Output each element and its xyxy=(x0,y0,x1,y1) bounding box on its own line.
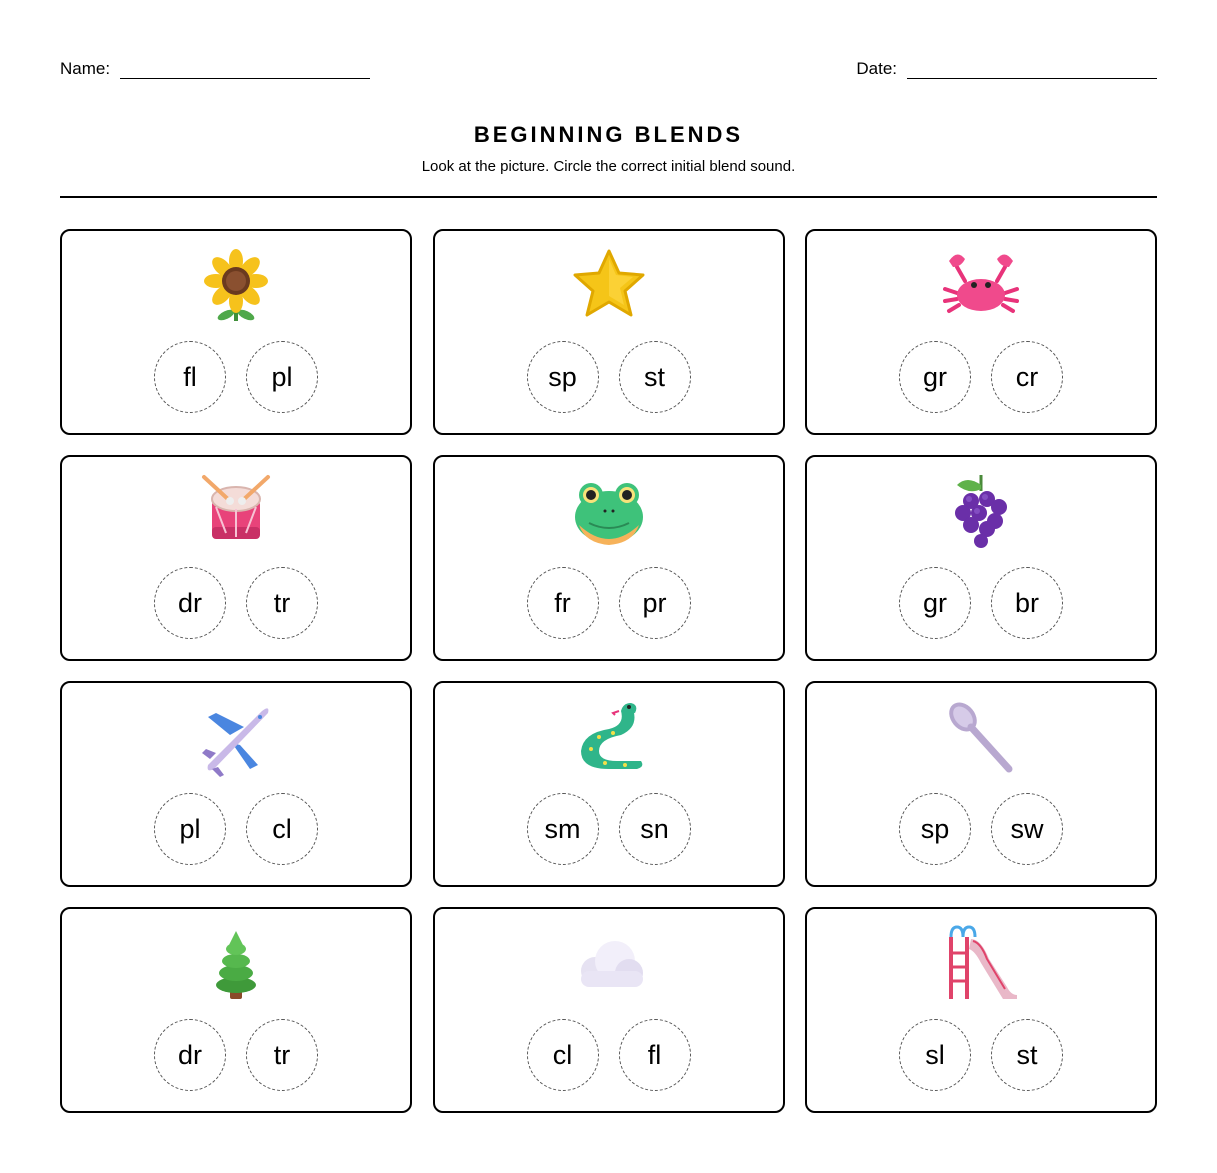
worksheet-instructions: Look at the picture. Circle the correct initial blend sound. xyxy=(421,158,796,175)
choice-circle[interactable]: st xyxy=(619,341,691,413)
card-airplane xyxy=(60,681,412,887)
choice-circle[interactable]: dr xyxy=(154,1019,226,1091)
choice-circle[interactable]: cl xyxy=(246,793,318,865)
choice-group xyxy=(62,1019,410,1091)
card-spoon xyxy=(805,681,1157,887)
name-label: Name: xyxy=(60,59,111,78)
choice-circle[interactable]: sp xyxy=(527,341,599,413)
airplane-icon xyxy=(196,697,276,777)
choice-circle[interactable]: fl xyxy=(619,1019,691,1091)
snake-icon xyxy=(569,697,649,777)
date-field xyxy=(856,58,1157,79)
card-slide xyxy=(805,907,1157,1113)
choice-circle[interactable]: sn xyxy=(619,793,691,865)
choice-group xyxy=(807,341,1155,413)
date-label: Date: xyxy=(856,59,897,78)
card-cloud xyxy=(433,907,785,1113)
date-line[interactable] xyxy=(907,58,1157,79)
choice-circle[interactable]: pl xyxy=(246,341,318,413)
choice-circle[interactable]: tr xyxy=(246,1019,318,1091)
card-star xyxy=(433,229,785,435)
choice-group xyxy=(62,793,410,865)
choice-circle[interactable]: gr xyxy=(899,341,971,413)
name-line[interactable] xyxy=(120,58,370,79)
spoon-icon xyxy=(941,697,1021,777)
star-icon xyxy=(569,245,649,325)
choice-circle[interactable]: tr xyxy=(246,567,318,639)
choice-group xyxy=(435,341,783,413)
header-row xyxy=(60,58,1157,82)
card-crab xyxy=(805,229,1157,435)
choice-group xyxy=(807,793,1155,865)
choice-circle[interactable]: sl xyxy=(899,1019,971,1091)
choice-group xyxy=(435,1019,783,1091)
frog-icon xyxy=(569,471,649,551)
choice-group xyxy=(62,341,410,413)
card-sunflower xyxy=(60,229,412,435)
name-field xyxy=(60,58,370,79)
choice-group xyxy=(807,1019,1155,1091)
choice-circle[interactable]: sm xyxy=(527,793,599,865)
choice-circle[interactable]: sw xyxy=(991,793,1063,865)
crab-icon xyxy=(941,245,1021,325)
card-snake xyxy=(433,681,785,887)
worksheet-title: BEGINNING BLENDS xyxy=(473,122,744,147)
drum-icon xyxy=(196,471,276,551)
choice-circle[interactable]: cr xyxy=(991,341,1063,413)
choice-circle[interactable]: cl xyxy=(527,1019,599,1091)
divider xyxy=(60,196,1157,198)
card-grapes xyxy=(805,455,1157,661)
choice-circle[interactable]: pl xyxy=(154,793,226,865)
grapes-icon xyxy=(941,471,1021,551)
sunflower-icon xyxy=(196,245,276,325)
choice-group xyxy=(435,567,783,639)
choice-group xyxy=(435,793,783,865)
choice-circle[interactable]: sp xyxy=(899,793,971,865)
cloud-icon xyxy=(569,923,649,1003)
choice-circle[interactable]: dr xyxy=(154,567,226,639)
choice-circle[interactable]: st xyxy=(991,1019,1063,1091)
choice-group xyxy=(62,567,410,639)
choice-group xyxy=(807,567,1155,639)
tree-icon xyxy=(196,923,276,1003)
card-grid xyxy=(60,229,1157,1113)
choice-circle[interactable]: br xyxy=(991,567,1063,639)
choice-circle[interactable]: fr xyxy=(527,567,599,639)
choice-circle[interactable]: pr xyxy=(619,567,691,639)
card-tree xyxy=(60,907,412,1113)
slide-icon xyxy=(941,923,1021,1003)
card-drum xyxy=(60,455,412,661)
choice-circle[interactable]: gr xyxy=(899,567,971,639)
choice-circle[interactable]: fl xyxy=(154,341,226,413)
card-frog xyxy=(433,455,785,661)
